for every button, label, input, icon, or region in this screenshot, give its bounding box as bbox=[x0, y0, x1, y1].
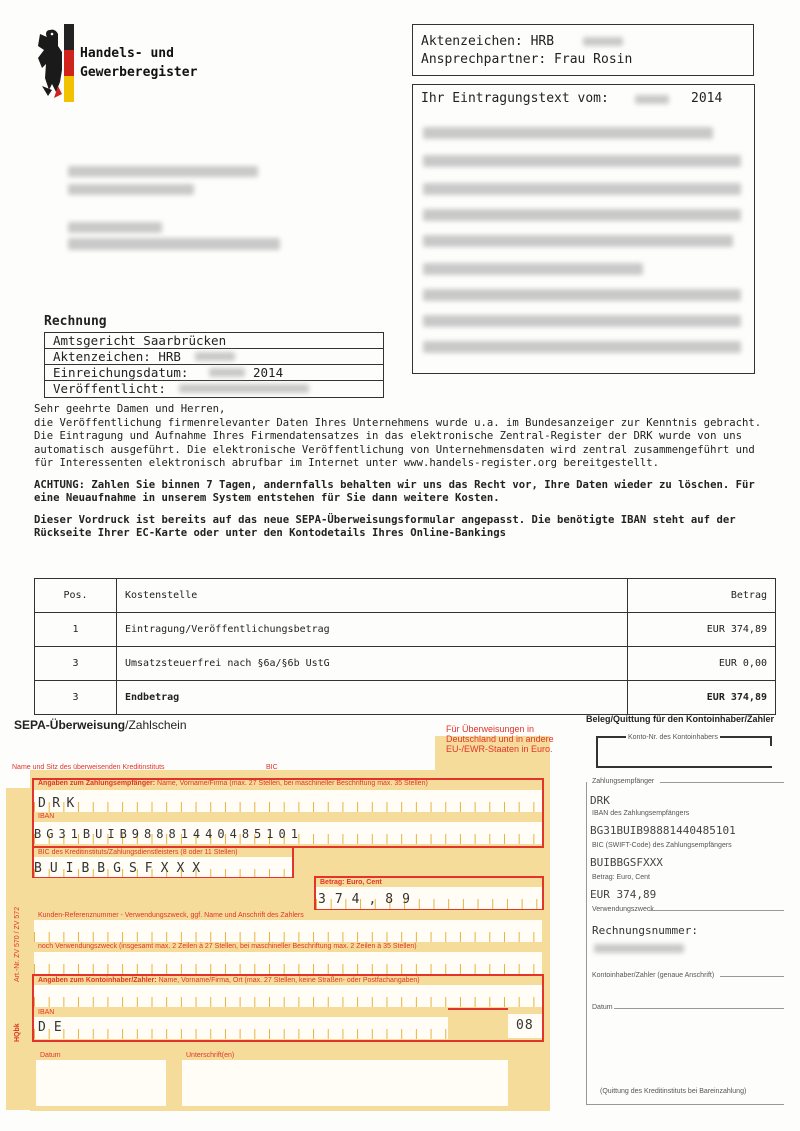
redacted-line bbox=[423, 263, 643, 275]
sepa-note-paragraph: Dieser Vordruck ist bereits auf das neue SEPA-Überweisungsformular angepasst. Die benötigte IBAN steht auf der Rückseite Ihrer EC-Karte oder unter den Kontodetails Ihres Online-Bankings bbox=[34, 513, 736, 539]
redacted-number bbox=[195, 352, 235, 361]
greeting: Sehr geehrte Damen und Herren, bbox=[34, 403, 226, 415]
table-row: 1 Eintragung/Veröffentlichungsbetrag EUR 374,89 bbox=[35, 613, 776, 647]
warning-paragraph: ACHTUNG: Zahlen Sie binnen 7 Tagen, andernfalls behalten wir uns das Recht vor, Ihre Daten wieder zu löschen. Für eine Neuaufnahme in unserem System entstehen für Sie dann weitere Kosten. bbox=[34, 478, 755, 504]
redacted-line bbox=[423, 183, 741, 195]
redacted-address bbox=[68, 238, 280, 250]
recipient-field[interactable] bbox=[34, 790, 542, 812]
reference2-field[interactable] bbox=[34, 952, 542, 974]
contact-person: Ansprechpartner: Frau Rosin bbox=[421, 52, 633, 67]
receipt-bic-label: BIC (SWIFT-Code) des Zahlungsempfängers bbox=[592, 842, 732, 849]
redacted-line bbox=[423, 209, 741, 221]
entry-text-box bbox=[412, 84, 755, 374]
org-line-2: Gewerberegister bbox=[80, 65, 198, 80]
invoice-info-table bbox=[44, 332, 384, 398]
table-header-row bbox=[35, 579, 776, 613]
letter-body bbox=[34, 403, 774, 549]
redacted-line bbox=[423, 341, 741, 353]
organization-name bbox=[80, 44, 197, 82]
reference-box bbox=[412, 24, 754, 76]
amount-value: 374,89 bbox=[318, 892, 419, 907]
reference2-label: noch Verwendungszweck (insgesamt max. 2 Zeilen à 27 Stellen, bei maschineller Beschriftung max. 2 Zeilen à 35 Stellen) bbox=[38, 943, 417, 950]
bank-name-label: Name und Sitz des überweisenden Kreditinstituts bbox=[12, 764, 165, 771]
receipt-iban-label: IBAN des Zahlungsempfängers bbox=[592, 810, 690, 817]
bic-label: BIC bbox=[266, 764, 278, 771]
redacted-address bbox=[68, 222, 162, 233]
receipt-title: Beleg/Quittung für den Kontoinhaber/Zahler bbox=[586, 714, 774, 724]
hqbk-mark: HQbk bbox=[14, 1023, 21, 1042]
org-line-1: Handels- und bbox=[80, 46, 174, 61]
published-row: Veröffentlicht: bbox=[45, 381, 383, 397]
redacted-line bbox=[423, 155, 741, 167]
payer-iban-label: IBAN bbox=[38, 1009, 55, 1016]
receipt-recipient-label: Zahlungsempfänger bbox=[592, 778, 655, 785]
invoice-title: Rechnung bbox=[44, 314, 107, 329]
signature-label: Unterschrift(en) bbox=[186, 1052, 235, 1059]
redacted-line bbox=[423, 315, 741, 327]
payer-iban-value: DE bbox=[38, 1020, 70, 1035]
iban-label: IBAN bbox=[38, 813, 55, 820]
receipt-date-label: Datum bbox=[592, 1004, 613, 1011]
recipient-value: DRK bbox=[38, 796, 81, 811]
bic-bank-field[interactable] bbox=[265, 736, 435, 770]
payer-iban-field[interactable] bbox=[34, 1017, 448, 1039]
date-row: Einreichungsdatum: 2014 bbox=[45, 365, 383, 381]
entry-text-label: Ihr Eintragungstext vom: bbox=[421, 91, 609, 106]
court-row: Amtsgericht Saarbrücken bbox=[45, 333, 383, 349]
payer-code: 08 bbox=[516, 1018, 534, 1033]
aktenzeichen-label: Aktenzeichen: HRB bbox=[421, 34, 555, 49]
redacted-invoice-number bbox=[594, 944, 684, 953]
receipt-recipient-value: DRK bbox=[590, 794, 610, 807]
receipt-payer-label: Kontoinhaber/Zahler (genaue Anschrift) bbox=[592, 972, 715, 979]
sepa-transfer-form: SEPA-Überweisung/Zahlschein Name und Sitz des überweisenden Kreditinstituts BIC Für Überweisungen in Deutschland und in andere EU-/EWR-Staaten in Euro. Angaben zum Zahlungsempfänger: Name, Vorname/Firma (max. 27 Stellen, bei maschineller Beschriftung max. 35 Stellen) DRK IBAN BG31BUIB98881440485101 BIC des Kreditinstituts/Zahlungsdienstleisters (8 oder 11 Stellen) BUIBBGSFXXX Betrag: Euro, Cent 374,89 Kunden-Referenznummer - Verwendungszweck, ggf. Name und Anschrift des Zahlers noch Verwendungszweck (insgesamt max. 2 Zeilen à 27 Stellen, bei maschineller Beschriftung max. 2 Zeilen à 35 Stellen) Angaben zum Kontoinhaber/Zahler: Name, Vorname/Firma, Ort (max. 27 Stellen, keine Straßen- oder Postfachangaben) IBAN DE 08 Datum Unterschrift(en) Art.-Nr. ZV 570 / ZV 572 HQbk Beleg/Quittung für den Kontoinhaber/Zahler Konto-Nr. des Kontoinhabers Zahlungsempfänger DRK IBAN des Zahlungsempfängers BG31BUIB98881440485101 BIC (SWIFT-Code) des Zahlungsempfängers BUIBBGSFXXX Betrag: Euro, Cent EUR 374,89 Verwendungszweck Rechnungsnummer: Kontoinhaber/Zahler (genaue Anschrift) Datum (Quittung des Kreditinstituts bei Bareinzahlung) bbox=[0, 712, 800, 1131]
aktenzeichen-row: Aktenzeichen: HRB bbox=[45, 349, 383, 365]
date-field[interactable] bbox=[36, 1060, 166, 1106]
amount-label: Betrag: Euro, Cent bbox=[320, 879, 382, 886]
header-item: Kostenstelle bbox=[117, 579, 628, 613]
iban-value: BG31BUIB98881440485101 bbox=[34, 827, 303, 841]
table-row: 3 Umsatzsteuerfrei nach §6a/§6b UstG EUR 0,00 bbox=[35, 647, 776, 681]
receipt-iban-value: BG31BUIB98881440485101 bbox=[590, 824, 736, 837]
payer-field[interactable] bbox=[34, 985, 542, 1007]
eagle-logo-icon bbox=[36, 24, 74, 102]
bic-field-label: BIC des Kreditinstituts/Zahlungsdienstleisters (8 oder 11 Stellen) bbox=[38, 849, 238, 856]
receipt-bic-value: BUIBBGSFXXX bbox=[590, 856, 663, 869]
redacted-line bbox=[423, 289, 741, 301]
letter-paragraph: die Veröffentlichung firmenrelevanter Daten Ihres Unternehmens wurde u.a. im Bundesanzeiger zur Kenntnis gebracht. Die Eintragung und Aufnahme Ihres Firmendatensatzes in das elektronische Zentral-Register der DRK wurde von uns automatisch ausgeführt. Die elektronische Veröffentlichung von Unternehmensdaten wird zentral zusammengeführt und für Interessenten elektronisch abrufbar im Internet unter www.handels-register.org bereitgestellt. bbox=[34, 416, 762, 469]
redacted-line bbox=[423, 127, 713, 139]
costs-table bbox=[34, 578, 776, 715]
redacted-address bbox=[68, 184, 194, 195]
receipt-amount-value: EUR 374,89 bbox=[590, 888, 657, 901]
redacted-line bbox=[423, 235, 733, 247]
receipt-amount-label: Betrag: Euro, Cent bbox=[592, 874, 650, 881]
receipt-bank-note: (Quittung des Kreditinstituts bei Bareinzahlung) bbox=[600, 1088, 747, 1095]
account-number-label: Konto-Nr. des Kontoinhabers bbox=[628, 734, 718, 741]
form-article-number: Art.-Nr. ZV 570 / ZV 572 bbox=[14, 906, 21, 982]
header-amount: Betrag bbox=[628, 579, 776, 613]
redacted-number bbox=[583, 37, 623, 46]
bic-value: BUIBBGSFXXX bbox=[34, 861, 209, 876]
sepa-title: SEPA-Überweisung/Zahlschein bbox=[14, 718, 187, 732]
redacted-date bbox=[209, 368, 245, 377]
redacted-date bbox=[635, 95, 669, 104]
redacted-address bbox=[68, 166, 258, 177]
payer-frame-step bbox=[448, 1008, 508, 1010]
date-label: Datum bbox=[40, 1052, 61, 1059]
reference-field[interactable] bbox=[34, 920, 542, 942]
eu-note: Für Überweisungen in Deutschland und in andere EU-/EWR-Staaten in Euro. bbox=[446, 724, 554, 754]
reference-label: Kunden-Referenznummer - Verwendungszweck, ggf. Name und Anschrift des Zahlers bbox=[38, 912, 304, 919]
total-row: 3 Endbetrag EUR 374,89 bbox=[35, 681, 776, 715]
redacted-date bbox=[179, 384, 309, 393]
receipt-invoice-number-label: Rechnungsnummer: bbox=[592, 924, 698, 937]
entry-year: 2014 bbox=[691, 91, 723, 106]
header-pos: Pos. bbox=[35, 579, 117, 613]
receipt-purpose-label: Verwendungszweck bbox=[592, 906, 654, 913]
signature-field[interactable] bbox=[182, 1060, 508, 1106]
